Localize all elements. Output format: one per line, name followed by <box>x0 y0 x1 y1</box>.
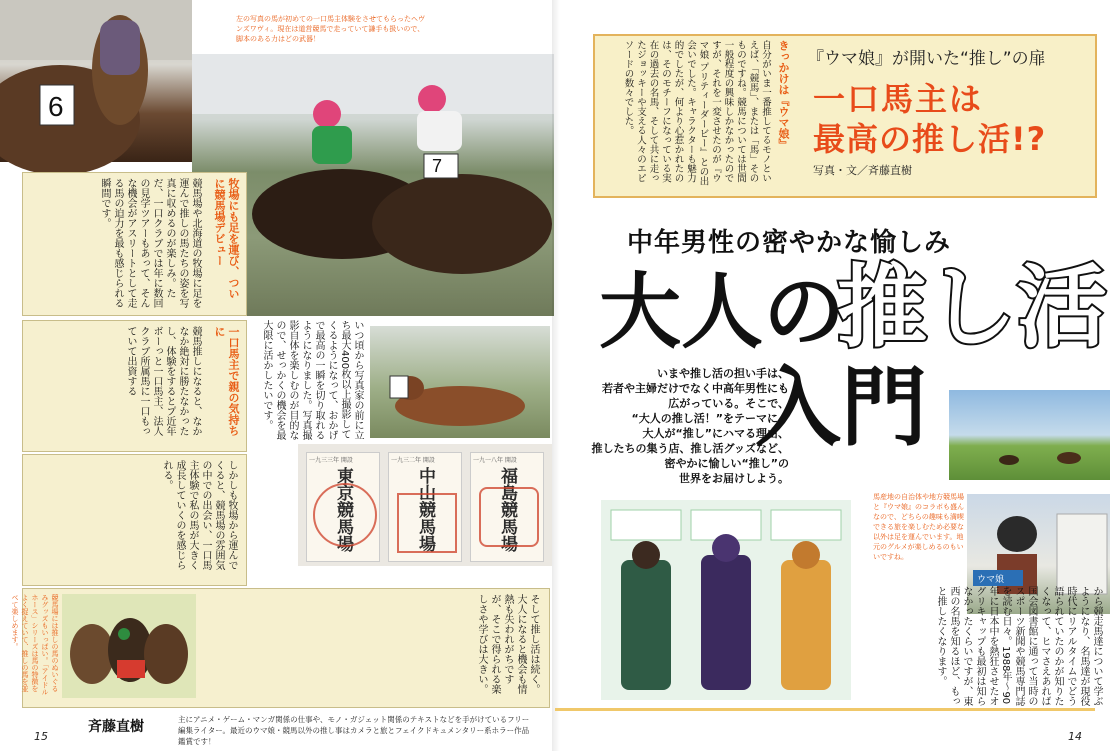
credit: 写真・文／斉藤直樹 <box>813 164 912 177</box>
goshuin-nakayama: 一九三二年 開設 中山競馬場 <box>388 452 462 562</box>
plush-horses-illustration <box>62 594 196 698</box>
col1-text: 競馬場や北海道の牧場に足を運んで推しの馬たちの姿を写真に収めるのが楽しみ。ただ、一口クラブでは年に数回の見学ツアーもあって、そんな機会がアスリートとして走る馬の迫力を最も感じられる瞬間です。 <box>99 178 201 308</box>
svg-text:6: 6 <box>48 91 64 122</box>
bottom-column-text: から競走馬達について学ぶようになり、名馬達が現役時代にリアルタイムでどう語られていたのかが知りたくなって、ヒマさえあれば国会図書館に通って当時のスポーツ新聞や競馬専門誌を読む日々。1988年〜90年に日本中を熱狂させたオグリキャップも最初は知らなかったくらいですが、東西の名馬を知るほど、もっと推したくなります。 <box>935 586 1102 706</box>
goshuin-fukushima: 一九一八年 開設 福島競馬場 <box>470 452 544 562</box>
plush-photo <box>62 594 196 698</box>
author-name: 斉藤直樹 <box>88 719 144 735</box>
lead-line: 推したちの集う店、推し活グッズなど、 <box>591 442 789 455</box>
title-line-2: 最高の推し活!? <box>813 120 1047 158</box>
col4-text: そして推し活は続く。大人になると機会も情熱も失われがちですが、そこで得られる楽しさや学びは大きい。 <box>476 594 539 694</box>
standees-photo <box>601 500 851 700</box>
top-photo-caption: 左の写真の馬が初めての一口馬主体験をさせてもらったヘヴンズワヴィ。現在は道営競馬で走っていて謙手も扱いので、脚本のある力はどの武器！ <box>236 15 425 43</box>
kicker: 中年男性の密やかな愉しみ <box>627 228 952 258</box>
lead-line: 密やかに愉しい“推し”の <box>664 457 789 470</box>
pasture-horses-illustration <box>949 390 1110 480</box>
col1-heading: 牧場にも足を運び、ついに競馬場デビュー <box>213 178 240 299</box>
col3-text: しかしも牧場から運んでくると、競馬場の雰囲気の中での出会い、一口馬主体験で私の馬が大きく成長していくのを感じられる。 <box>161 460 237 570</box>
main-title-2: 推し活 <box>837 255 1107 360</box>
standees-illustration <box>601 500 851 700</box>
sidebar-text: 自分がいま一番推してるモノといえば、「競馬」、または「馬」そのものですね。競馬については世間一般程度の興味しかなかったのですが、それを一変させたのが『ウマ娘 プリティーダービー』との出会いでした。キャラクターも魅力的でしたが、何より心惹かれたのは、そのモチーフになっている実在の過去の名馬、そして共に走ったジョッキーや支える人々のエピソードの数々でした。 <box>622 40 771 186</box>
small-horse-illustration <box>370 326 550 438</box>
main-title-1: 大人の <box>599 265 846 360</box>
lead-line: 広がっている。そこで、 <box>668 397 789 410</box>
horse-head-illustration <box>0 0 192 162</box>
small-horse-photo <box>370 326 550 438</box>
pasture-photo <box>949 390 1110 480</box>
bottom-rule <box>555 708 1095 711</box>
title-line-1: 一口馬主は <box>813 80 984 118</box>
lead-line: いまや推し活の担い手は、 <box>657 367 789 380</box>
author-bio: 主にアニメ・ゲーム・マンガ関係の仕事や、モノ・ガジェット関係のテキストなどを手がけているフリー編集ライター。最近のウマ娘・競馬以外の推し事はカメラと旅とフェイクドキュメンタリー系ホラー作品鑑賞です！ <box>178 715 530 746</box>
col1b-heading: 一口馬主で親の気持ちに <box>213 326 240 436</box>
lead-text <box>569 366 789 486</box>
svg-text:7: 7 <box>432 156 443 176</box>
tag-line: 『ウマ娘』が開いた“推し”の扉 <box>807 49 1046 69</box>
col4-heading <box>426 594 446 694</box>
sidebar-heading: きっかけは『ウマ娘』 <box>777 40 790 150</box>
right-page <box>555 0 1110 751</box>
main-title-3: 入門 <box>755 358 927 458</box>
lead-line: “大人の推し活！”をテーマに、 <box>631 412 789 425</box>
horse-head-photo <box>0 0 192 162</box>
plush-caption: 競馬場には推しの馬のぬいぐるみグッズもいっぱい。「アイドルホース」シリーズは馬の特徴をよく捉えていて、推しの馬を並べて楽しめます。 <box>11 594 59 696</box>
col1b-text: 競馬推しになると、なかなか絶対に勝たなかったし、体験をするとプ近年ボーっと一口馬主、法人クラブ所属馬に一口もっていて出資する <box>125 326 201 436</box>
lead-line: 世界をお届けしよう。 <box>679 472 789 485</box>
goshuin-photo <box>298 444 552 566</box>
left-folio: 15 <box>34 730 48 743</box>
monument-sign-label: ウマ娘 <box>977 575 1005 585</box>
farm-caption: 馬産地の自治体や地方競馬場と『ウマ娘』のコラボも盛んなので、どちらの趣味も満喫できる旅を楽しむため必要な以外は足を運んでいます。地元のグルメが楽しめるのもいいですね。 <box>873 493 964 561</box>
right-folio: 14 <box>1068 730 1082 743</box>
goshuin-tokyo: 一九三三年 開設 東京競馬場 <box>306 452 380 562</box>
lead-line: 若者や主婦だけでなく中高年男性にも <box>602 382 789 395</box>
lead-line: 大人が“推し”にハマる理由、 <box>642 427 789 440</box>
col2-text: いつ頃から写真家の前に立ち最大400枚以上撮影してくるようになって、おかげで最高の一瞬を切り取れるようになりました。写真撮影自体を楽しむのが目的なので、せっかくの機会を最大限に活かしたいです。 <box>261 320 363 440</box>
